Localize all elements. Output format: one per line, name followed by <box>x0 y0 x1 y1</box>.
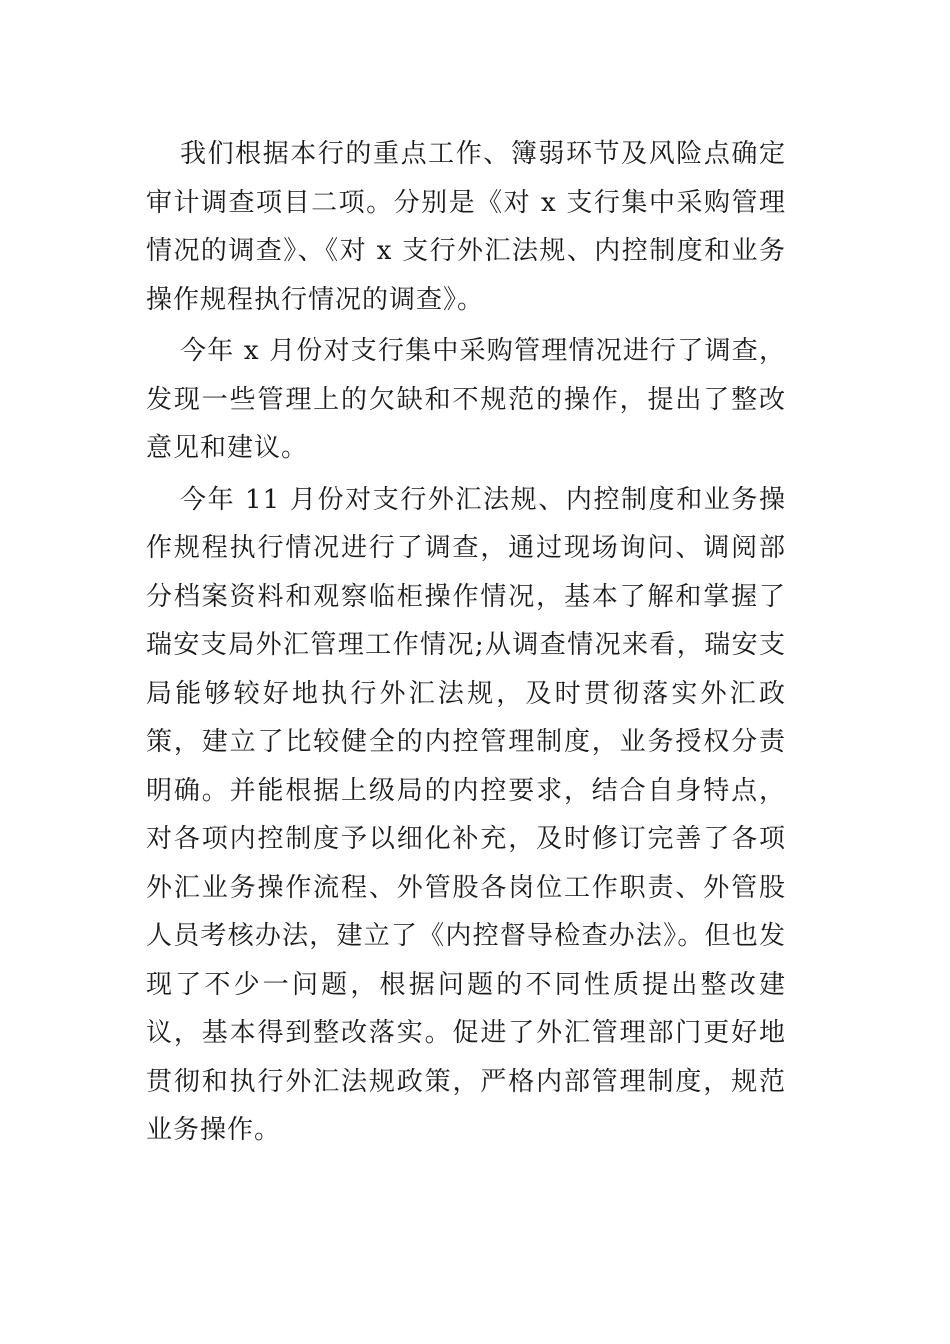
document-body <box>146 130 786 1155</box>
paragraph-audit-projects: 我们根据本行的重点工作、簿弱环节及风险点确定审计调查项目二项。分别是《对 x 支行集中采购管理情况的调查》、《对 x 支行外汇法规、内控制度和业务操作规程执行情况的调查》。 <box>146 139 786 315</box>
paragraph-forex-investigation: 今年 11 月份对支行外汇法规、内控制度和业务操作规程执行情况进行了调查，通过现场询问、调阅部分档案资料和观察临柜操作情况，基本了解和掌握了瑞安支局外汇管理工作情况;从调查情况来看，瑞安支局能够较好地执行外汇法规，及时贯彻落实外汇政策，建立了比较健全的内控管理制度，业务授权分责明确。并能根据上级局的内控要求，结合自身特点，对各项内控制度予以细化补充，及时修订完善了各项外汇业务操作流程、外管股各岗位工作职责、外管股人员考核办法，建立了《内控督导检查办法》。但也发现了不少一问题，根据问题的不同性质提出整改建议，基本得到整改落实。促进了外汇管理部门更好地贯彻和执行外汇法规政策，严格内部管理制度，规范业务操作。 <box>146 484 786 1145</box>
paragraph-procurement-investigation: 今年 x 月份对支行集中采购管理情况进行了调查，发现一些管理上的欠缺和不规范的操作，提出了整改意见和建议。 <box>146 336 786 463</box>
